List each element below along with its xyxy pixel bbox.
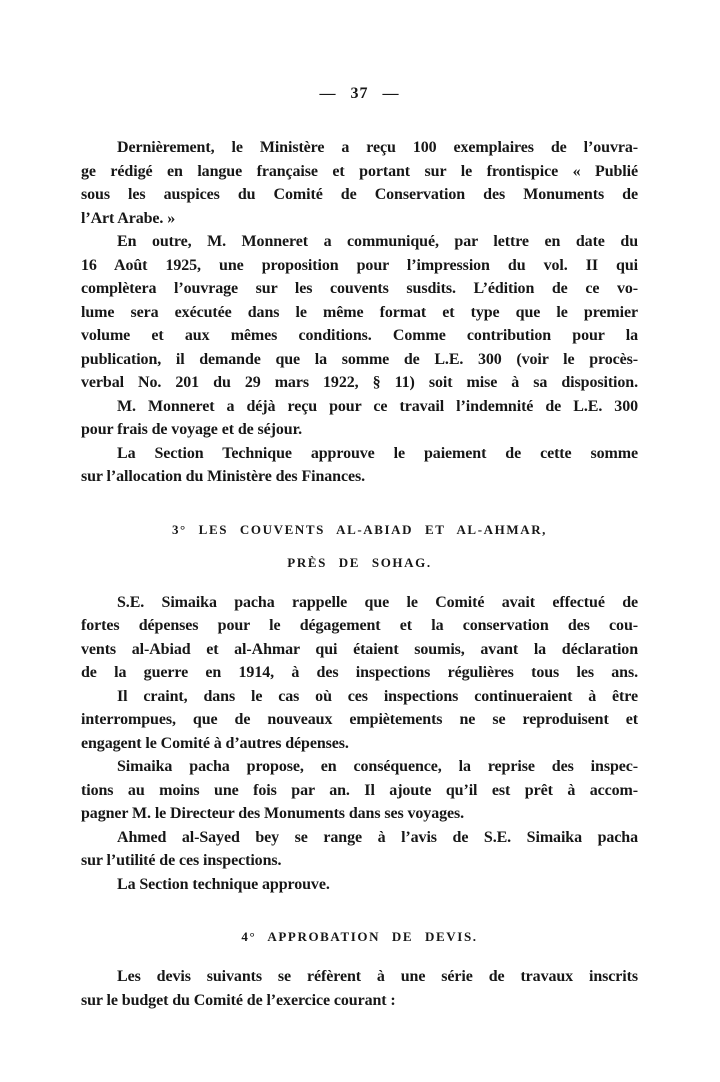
document-body	[81, 136, 638, 1012]
section-heading	[81, 920, 638, 953]
paragraph	[81, 230, 638, 395]
text-line: M. Monneret a déjà reçu pour ce travail l’indemnité de L.E. 300	[117, 397, 638, 415]
text-line: publication, il demande que la somme de L.E. 300 (voir le procès-	[81, 350, 638, 368]
text-line: l’Art Arabe. »	[81, 209, 176, 227]
text-line: La Section technique approuve.	[117, 875, 330, 893]
text-line: complètera l’ouvrage sur les couvents susdits. L’édition de ce vo-	[81, 280, 638, 297]
text-line: sur l’allocation du Ministère des Finances.	[81, 468, 366, 485]
page-number: — 37 —	[319, 85, 400, 102]
heading-line: 3° LES COUVENTS AL-ABIAD ET AL-AHMAR,	[171, 521, 548, 537]
text-line: fortes dépenses pour le dégagement et la conservation des cou-	[81, 617, 638, 634]
text-line: volume et aux mêmes conditions. Comme contribution pour la	[81, 327, 638, 344]
paragraph	[81, 755, 638, 826]
paragraph	[81, 442, 638, 489]
text-line: 16 Août 1925, une proposition pour l’impression du vol. II qui	[81, 256, 638, 274]
heading-line: 4° APPROBATION DE DEVIS.	[241, 929, 478, 944]
paragraph	[81, 873, 638, 897]
text-line: ge rédigé en langue française et portant sur le frontispice « Publié	[81, 162, 638, 180]
text-line: Dernièrement, le Ministère a reçu 100 exemplaires de l’ouvra-	[117, 139, 638, 156]
text-line: S.E. Simaika pacha rappelle que le Comité avait effectué de	[117, 593, 638, 611]
heading-line: PRÈS DE SOHAG.	[287, 554, 432, 570]
text-line: pour frais de voyage et de séjour.	[81, 421, 303, 438]
text-line: pagner M. le Directeur des Monuments dans ses voyages.	[81, 805, 465, 822]
paragraph	[81, 591, 638, 685]
text-line: de la guerre en 1914, à des inspections régulières tous les ans.	[81, 664, 638, 681]
text-line: interrompues, que de nouveaux empiètements ne se reproduisent et	[81, 711, 638, 728]
text-line: verbal No. 201 du 29 mars 1922, § 11) soit mise à sa disposition.	[81, 374, 638, 391]
text-line: Il craint, dans le cas où ces inspections continueraient à être	[117, 687, 638, 705]
paragraph	[81, 965, 638, 1012]
section-heading	[81, 513, 638, 579]
text-line: sous les auspices du Comité de Conservation des Monuments de	[81, 186, 638, 203]
paragraph	[81, 685, 638, 756]
text-line: Les devis suivants se réfèrent à une série de travaux inscrits	[117, 968, 638, 985]
text-line: engagent le Comité à d’autres dépenses.	[81, 734, 349, 752]
text-line: Ahmed al-Sayed bey se range à l’avis de S.E. Simaika pacha	[117, 828, 638, 846]
text-line: sur l’utilité de ces inspections.	[81, 852, 282, 869]
text-line: Simaika pacha propose, en conséquence, la reprise des inspec-	[117, 758, 638, 775]
paragraph	[81, 395, 638, 442]
text-line: lume sera exécutée dans le même format et type que le premier	[81, 303, 638, 321]
text-line: En outre, M. Monneret a communiqué, par lettre en date du	[117, 233, 638, 250]
text-line: La Section Technique approuve le paiement de cette somme	[117, 444, 638, 462]
text-line: sur le budget du Comité de l’exercice courant :	[81, 991, 396, 1009]
paragraph	[81, 826, 638, 873]
text-line: tions au moins une fois par an. Il ajoute qu’il est prêt à accom-	[81, 781, 638, 799]
paragraph	[81, 136, 638, 230]
text-line: vents al-Abiad et al-Ahmar qui étaient soumis, avant la déclaration	[81, 640, 638, 658]
